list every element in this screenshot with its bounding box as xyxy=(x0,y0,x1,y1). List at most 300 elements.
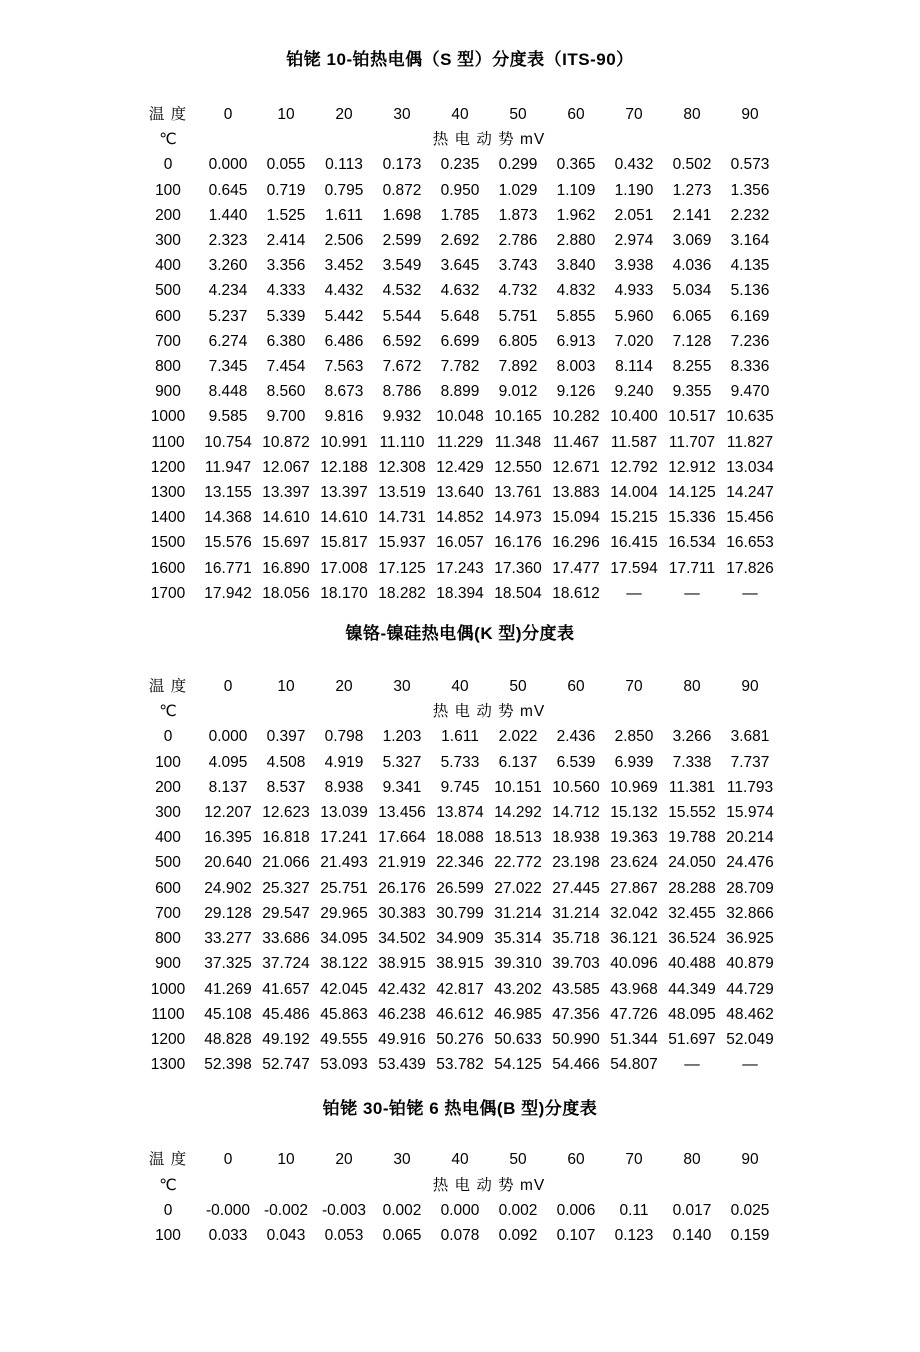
emf-value-cell: 6.380 xyxy=(266,332,306,350)
emf-value-cell: 53.439 xyxy=(378,1056,426,1074)
emf-value-cell: 12.067 xyxy=(262,458,310,476)
emf-value-cell: 18.394 xyxy=(436,584,484,602)
temp-cell: 1700 xyxy=(150,584,186,602)
emf-value-cell: 11.793 xyxy=(726,778,774,796)
emf-value-cell: 46.238 xyxy=(378,1005,426,1023)
emf-value-cell: 0.719 xyxy=(266,181,306,199)
table-row xyxy=(137,750,779,775)
emf-value-cell: 18.170 xyxy=(320,584,368,602)
emf-value-cell: 15.974 xyxy=(726,804,774,822)
col-header: 20 xyxy=(335,1151,353,1169)
col-header: 30 xyxy=(393,678,411,696)
emf-value-cell: 7.672 xyxy=(382,358,422,376)
emf-value-cell: 4.532 xyxy=(382,282,422,300)
emf-value-cell: 17.125 xyxy=(378,559,426,577)
col-header: 0 xyxy=(223,678,233,696)
emf-value-cell: 0.798 xyxy=(324,728,364,746)
emf-value-cell: 7.454 xyxy=(266,358,306,376)
emf-value-cell: 3.260 xyxy=(208,257,248,275)
emf-value-cell: 9.240 xyxy=(614,383,654,401)
emf-value-cell: 0.053 xyxy=(324,1226,364,1244)
emf-value-cell: 35.718 xyxy=(552,930,600,948)
emf-value-cell: 11.827 xyxy=(726,433,774,451)
emf-value-cell: 1.698 xyxy=(382,206,422,224)
table-row xyxy=(137,430,779,455)
emf-value-cell: 5.960 xyxy=(614,307,654,325)
temp-cell: 800 xyxy=(155,930,181,948)
emf-value-cell: 1.611 xyxy=(441,728,479,746)
emf-value-cell: 10.517 xyxy=(668,408,716,426)
emf-value-cell: 46.985 xyxy=(494,1005,542,1023)
emf-value-cell: 46.612 xyxy=(436,1005,484,1023)
emf-value-cell: 1.190 xyxy=(614,181,654,199)
emf-value-cell: 13.456 xyxy=(378,804,426,822)
emf-value-cell: 6.805 xyxy=(498,332,538,350)
emf-value-cell: 12.207 xyxy=(204,804,252,822)
temp-cell: 500 xyxy=(155,854,181,872)
emf-value-cell: 16.296 xyxy=(552,534,600,552)
temp-cell: 900 xyxy=(155,955,181,973)
emf-value-cell: 0.502 xyxy=(672,156,712,174)
emf-value-cell: 7.737 xyxy=(730,753,770,771)
emf-value-cell: 1.029 xyxy=(498,181,538,199)
emf-value-cell: 16.057 xyxy=(436,534,484,552)
temp-header-label: 温 度 xyxy=(148,1151,188,1169)
emf-value-cell: 41.269 xyxy=(204,980,252,998)
emf-value-cell: 9.012 xyxy=(498,383,538,401)
emf-value-cell: 1.611 xyxy=(325,206,363,224)
emf-value-cell: 14.292 xyxy=(494,804,542,822)
emf-value-cell: 17.826 xyxy=(726,559,774,577)
s-type-thermocouple-table xyxy=(137,102,779,606)
temp-cell: 1400 xyxy=(150,509,186,527)
emf-value-cell: 0.573 xyxy=(730,156,770,174)
emf-value-cell: 30.383 xyxy=(378,904,426,922)
emf-value-cell: 50.276 xyxy=(436,1030,484,1048)
table-row xyxy=(137,178,779,203)
emf-value-cell: 47.356 xyxy=(552,1005,600,1023)
emf-value-cell: 1.203 xyxy=(382,728,422,746)
emf-value-cell: 13.155 xyxy=(204,484,252,502)
emf-value-cell: 38.122 xyxy=(320,955,368,973)
emf-value-cell: 40.488 xyxy=(668,955,716,973)
emf-value-cell: 4.919 xyxy=(324,753,364,771)
emf-value-cell: 11.110 xyxy=(379,433,425,451)
emf-value-cell: 18.513 xyxy=(494,829,542,847)
emf-value-cell: 17.360 xyxy=(494,559,542,577)
emf-value-cell: -0.003 xyxy=(322,1201,366,1219)
emf-value-cell: 3.266 xyxy=(672,728,712,746)
emf-value-cell: 45.863 xyxy=(320,1005,368,1023)
emf-value-cell: 0.002 xyxy=(382,1201,422,1219)
emf-value-cell: 12.671 xyxy=(552,458,600,476)
emf-value-cell: 7.782 xyxy=(440,358,480,376)
emf-value-cell: 9.745 xyxy=(440,778,480,796)
emf-value-cell: 3.356 xyxy=(266,257,306,275)
table-row xyxy=(137,800,779,825)
emf-value-cell: 52.398 xyxy=(204,1056,252,1074)
emf-value-cell: 16.771 xyxy=(204,559,252,577)
emf-value-cell: 11.587 xyxy=(610,433,658,451)
temp-cell: 1000 xyxy=(150,980,186,998)
emf-value-cell: 26.599 xyxy=(436,879,484,897)
table-row xyxy=(137,951,779,976)
col-header: 0 xyxy=(223,1151,233,1169)
emf-value-cell: 32.455 xyxy=(668,904,716,922)
emf-value-cell: 5.855 xyxy=(556,307,596,325)
emf-value-cell: 10.048 xyxy=(436,408,484,426)
emf-value-cell: 12.912 xyxy=(668,458,716,476)
col-header: 40 xyxy=(451,678,469,696)
emf-value-cell: 13.640 xyxy=(436,484,484,502)
emf-value-cell: 12.792 xyxy=(610,458,658,476)
emf-value-cell: 12.550 xyxy=(494,458,542,476)
emf-value-cell: 1.109 xyxy=(556,181,596,199)
emf-value-cell: 6.913 xyxy=(556,332,596,350)
emf-value-cell: 54.466 xyxy=(552,1056,600,1074)
emf-value-cell: 33.277 xyxy=(204,930,252,948)
emf-value-cell: 54.125 xyxy=(494,1056,542,1074)
emf-value-cell: 11.707 xyxy=(668,433,716,451)
emf-value-cell: 10.991 xyxy=(320,433,368,451)
emf-value-cell: 49.192 xyxy=(262,1030,310,1048)
table-row xyxy=(137,253,779,278)
emf-value-cell: 19.788 xyxy=(668,829,716,847)
table-row xyxy=(137,304,779,329)
emf-value-cell: 0.365 xyxy=(556,156,596,174)
emf-value-cell: 3.645 xyxy=(440,257,480,275)
temp-cell: 1500 xyxy=(150,534,186,552)
emf-value-cell: 2.323 xyxy=(208,232,248,250)
emf-value-cell: 5.136 xyxy=(730,282,770,300)
header-row-decades xyxy=(137,674,779,699)
emf-value-cell: 45.108 xyxy=(204,1005,252,1023)
emf-value-cell: 0.432 xyxy=(614,156,654,174)
temp-cell: 200 xyxy=(155,206,181,224)
emf-value-cell: 3.069 xyxy=(672,232,712,250)
emf-value-cell: 6.939 xyxy=(614,753,654,771)
emf-value-cell: 4.234 xyxy=(208,282,248,300)
emf-value-cell: 0.645 xyxy=(208,181,248,199)
col-header: 90 xyxy=(741,1151,759,1169)
emf-value-cell: 13.397 xyxy=(320,484,368,502)
emf-value-cell: 0.017 xyxy=(672,1201,712,1219)
emf-value-cell: 47.726 xyxy=(610,1005,658,1023)
s-type-table-title: 铂铑 10-铂热电偶（S 型）分度表（ITS-90） xyxy=(286,50,634,69)
col-header: 70 xyxy=(625,678,643,696)
col-header: 40 xyxy=(451,106,469,123)
emf-value-cell: 0.000 xyxy=(208,728,248,746)
temp-cell: 1000 xyxy=(150,408,186,426)
emf-value-cell: 14.973 xyxy=(494,509,542,527)
emf-header-label: 热 电 动 势 mV xyxy=(432,1176,546,1194)
emf-value-cell: 7.236 xyxy=(730,332,770,350)
emf-value-cell: 21.066 xyxy=(262,854,310,872)
emf-value-cell: 10.165 xyxy=(494,408,542,426)
emf-value-cell: 7.020 xyxy=(614,332,654,350)
emf-value-cell: 8.114 xyxy=(615,358,653,376)
col-header: 10 xyxy=(277,106,295,123)
emf-value-cell: 5.733 xyxy=(440,753,480,771)
col-header: 20 xyxy=(335,106,353,123)
table-row xyxy=(137,556,779,581)
temp-cell: 300 xyxy=(155,804,181,822)
table-row xyxy=(137,278,779,303)
emf-value-cell: 12.308 xyxy=(378,458,426,476)
emf-value-cell: 34.502 xyxy=(378,930,426,948)
table-row xyxy=(137,505,779,530)
emf-value-cell: 3.743 xyxy=(498,257,538,275)
col-header: 10 xyxy=(277,678,295,696)
emf-value-cell: 0.872 xyxy=(382,181,422,199)
emf-value-cell: 33.686 xyxy=(262,930,310,948)
temp-unit-label: ℃ xyxy=(159,703,177,721)
col-header: 60 xyxy=(567,678,585,696)
emf-value-cell: 53.782 xyxy=(436,1056,484,1074)
emf-value-cell: 2.506 xyxy=(324,232,364,250)
emf-value-cell: 6.699 xyxy=(440,332,480,350)
emf-value-cell: 10.400 xyxy=(610,408,658,426)
emf-value-cell: — xyxy=(742,1056,758,1074)
emf-value-cell: 22.346 xyxy=(436,854,484,872)
emf-value-cell: 18.612 xyxy=(552,584,600,602)
emf-value-cell: 11.947 xyxy=(204,458,252,476)
header-row-decades xyxy=(137,102,779,127)
temp-cell: 900 xyxy=(155,383,181,401)
emf-value-cell: — xyxy=(684,1056,700,1074)
emf-value-cell: 43.968 xyxy=(610,980,658,998)
emf-value-cell: 15.132 xyxy=(610,804,658,822)
emf-value-cell: 16.415 xyxy=(610,534,658,552)
emf-value-cell: 40.879 xyxy=(726,955,774,973)
emf-value-cell: 24.050 xyxy=(668,854,716,872)
emf-value-cell: 6.137 xyxy=(498,753,538,771)
col-header: 30 xyxy=(393,106,411,123)
emf-value-cell: 8.899 xyxy=(440,383,480,401)
temp-cell: 100 xyxy=(155,1226,181,1244)
emf-value-cell: 20.214 xyxy=(726,829,774,847)
emf-value-cell: 18.282 xyxy=(378,584,426,602)
emf-value-cell: 5.034 xyxy=(672,282,712,300)
emf-value-cell: 0.299 xyxy=(498,156,538,174)
emf-value-cell: 8.938 xyxy=(324,778,364,796)
b-type-table-title: 铂铑 30-铂铑 6 热电偶(B 型)分度表 xyxy=(322,1099,598,1119)
table-row xyxy=(137,825,779,850)
emf-value-cell: 0.159 xyxy=(730,1226,770,1244)
emf-value-cell: 5.751 xyxy=(498,307,538,325)
emf-value-cell: 11.381 xyxy=(668,778,716,796)
emf-value-cell: 8.537 xyxy=(266,778,306,796)
temp-cell: 1200 xyxy=(150,458,186,476)
emf-value-cell: 31.214 xyxy=(494,904,542,922)
emf-value-cell: 13.039 xyxy=(320,804,368,822)
emf-value-cell: 6.486 xyxy=(324,332,364,350)
emf-value-cell: 8.003 xyxy=(556,358,596,376)
emf-value-cell: 17.477 xyxy=(552,559,600,577)
emf-value-cell: 9.341 xyxy=(382,778,422,796)
emf-value-cell: 0.123 xyxy=(614,1226,654,1244)
emf-value-cell: 5.442 xyxy=(324,307,364,325)
table-row xyxy=(137,901,779,926)
temp-cell: 200 xyxy=(155,778,181,796)
emf-value-cell: 48.828 xyxy=(204,1030,252,1048)
table-row xyxy=(137,228,779,253)
col-header: 10 xyxy=(277,1151,295,1169)
k-type-table-title: 镍铬-镍硅热电偶(K 型)分度表 xyxy=(345,624,575,644)
temp-cell: 1100 xyxy=(151,433,185,451)
emf-value-cell: 9.470 xyxy=(730,383,770,401)
k-type-table-section xyxy=(0,624,920,1077)
emf-value-cell: 30.799 xyxy=(436,904,484,922)
emf-value-cell: 27.445 xyxy=(552,879,600,897)
emf-value-cell: 8.137 xyxy=(208,778,248,796)
table-row xyxy=(137,926,779,951)
emf-value-cell: 0.033 xyxy=(208,1226,248,1244)
emf-value-cell: 0.107 xyxy=(556,1226,596,1244)
emf-value-cell: 16.395 xyxy=(204,829,252,847)
emf-value-cell: 49.555 xyxy=(320,1030,368,1048)
emf-value-cell: 15.456 xyxy=(726,509,774,527)
emf-value-cell: 2.141 xyxy=(672,206,712,224)
emf-value-cell: 5.327 xyxy=(382,753,422,771)
emf-value-cell: 6.274 xyxy=(208,332,248,350)
col-header: 50 xyxy=(509,678,527,696)
col-header: 0 xyxy=(223,106,233,123)
emf-value-cell: 0.113 xyxy=(325,156,363,174)
emf-value-cell: 4.508 xyxy=(266,753,306,771)
emf-value-cell: 0.235 xyxy=(440,156,480,174)
emf-value-cell: 23.198 xyxy=(552,854,600,872)
temp-cell: 600 xyxy=(155,879,181,897)
emf-value-cell: 12.429 xyxy=(436,458,484,476)
col-header: 80 xyxy=(683,1151,701,1169)
emf-value-cell: 0.950 xyxy=(440,181,480,199)
emf-value-cell: 4.135 xyxy=(730,257,770,275)
table-row xyxy=(137,329,779,354)
temp-header-label: 温 度 xyxy=(148,678,188,696)
emf-value-cell: 49.916 xyxy=(378,1030,426,1048)
table-row xyxy=(137,581,779,606)
table-row xyxy=(137,876,779,901)
emf-value-cell: 10.969 xyxy=(610,778,658,796)
temp-cell: 700 xyxy=(155,904,181,922)
table-row xyxy=(137,480,779,505)
emf-value-cell: — xyxy=(626,584,642,602)
emf-value-cell: 37.724 xyxy=(262,955,310,973)
emf-value-cell: 19.363 xyxy=(610,829,658,847)
emf-value-cell: 9.700 xyxy=(266,408,306,426)
emf-value-cell: 6.065 xyxy=(672,307,712,325)
emf-value-cell: 39.703 xyxy=(552,955,600,973)
emf-value-cell: 34.095 xyxy=(320,930,368,948)
k-type-thermocouple-table xyxy=(137,674,779,1077)
temp-cell: 100 xyxy=(155,753,181,771)
emf-value-cell: 0.025 xyxy=(730,1201,770,1219)
emf-value-cell: 42.817 xyxy=(436,980,484,998)
emf-value-cell: 52.049 xyxy=(726,1030,774,1048)
temp-cell: 1300 xyxy=(150,1056,186,1074)
temp-unit-label: ℃ xyxy=(159,131,177,149)
emf-value-cell: 18.938 xyxy=(552,829,600,847)
emf-value-cell: 0.065 xyxy=(382,1226,422,1244)
emf-value-cell: 8.673 xyxy=(324,383,364,401)
emf-value-cell: 0.140 xyxy=(672,1226,712,1244)
emf-value-cell: 17.942 xyxy=(204,584,252,602)
temp-cell: 0 xyxy=(163,156,173,174)
col-header: 60 xyxy=(567,106,585,123)
col-header: 90 xyxy=(741,678,759,696)
emf-value-cell: 15.552 xyxy=(668,804,716,822)
temp-header-label: 温 度 xyxy=(148,106,188,123)
emf-value-cell: 42.045 xyxy=(320,980,368,998)
emf-value-cell: 29.128 xyxy=(204,904,252,922)
temp-cell: 0 xyxy=(163,728,173,746)
emf-value-cell: 13.397 xyxy=(262,484,310,502)
emf-value-cell: — xyxy=(742,584,758,602)
header-row-units xyxy=(137,1173,779,1198)
emf-value-cell: -0.000 xyxy=(206,1201,250,1219)
emf-value-cell: 7.563 xyxy=(324,358,364,376)
emf-value-cell: 0.055 xyxy=(266,156,306,174)
temp-cell: 600 xyxy=(155,307,181,325)
emf-value-cell: 26.176 xyxy=(378,879,426,897)
emf-value-cell: 3.681 xyxy=(730,728,770,746)
temp-cell: 1300 xyxy=(150,484,186,502)
emf-value-cell: 0.006 xyxy=(556,1201,596,1219)
emf-header-label: 热 电 动 势 mV xyxy=(432,131,546,149)
emf-value-cell: 4.333 xyxy=(266,282,306,300)
col-header: 50 xyxy=(509,106,527,123)
emf-value-cell: 29.547 xyxy=(262,904,310,922)
col-header: 80 xyxy=(683,678,701,696)
emf-value-cell: 2.051 xyxy=(614,206,654,224)
emf-value-cell: 14.247 xyxy=(726,484,774,502)
emf-value-cell: 29.965 xyxy=(320,904,368,922)
header-row-units xyxy=(137,127,779,152)
emf-value-cell: 1.440 xyxy=(208,206,248,224)
emf-value-cell: 41.657 xyxy=(262,980,310,998)
emf-value-cell: 24.476 xyxy=(726,854,774,872)
emf-value-cell: 32.866 xyxy=(726,904,774,922)
emf-value-cell: 14.125 xyxy=(668,484,716,502)
emf-value-cell: 3.938 xyxy=(614,257,654,275)
emf-value-cell: 15.817 xyxy=(320,534,368,552)
col-header: 40 xyxy=(451,1151,469,1169)
emf-value-cell: 4.036 xyxy=(672,257,712,275)
emf-value-cell: 8.255 xyxy=(672,358,712,376)
table-row xyxy=(137,1052,779,1077)
emf-value-cell: 38.915 xyxy=(378,955,426,973)
emf-value-cell: 13.519 xyxy=(378,484,426,502)
emf-value-cell: 10.282 xyxy=(552,408,600,426)
table-row xyxy=(137,724,779,749)
emf-value-cell: 14.368 xyxy=(204,509,252,527)
emf-value-cell: 2.850 xyxy=(614,728,654,746)
emf-value-cell: 14.852 xyxy=(436,509,484,527)
temp-cell: 400 xyxy=(155,829,181,847)
emf-value-cell: 0.795 xyxy=(324,181,364,199)
emf-value-cell: 6.592 xyxy=(382,332,422,350)
emf-value-cell: 5.339 xyxy=(266,307,306,325)
emf-value-cell: 3.840 xyxy=(556,257,596,275)
emf-value-cell: 14.610 xyxy=(262,509,310,527)
emf-value-cell: 1.962 xyxy=(556,206,596,224)
emf-value-cell: 4.933 xyxy=(614,282,654,300)
emf-value-cell: 44.349 xyxy=(668,980,716,998)
emf-value-cell: 6.169 xyxy=(730,307,770,325)
col-header: 70 xyxy=(625,1151,643,1169)
emf-value-cell: 27.867 xyxy=(610,879,658,897)
